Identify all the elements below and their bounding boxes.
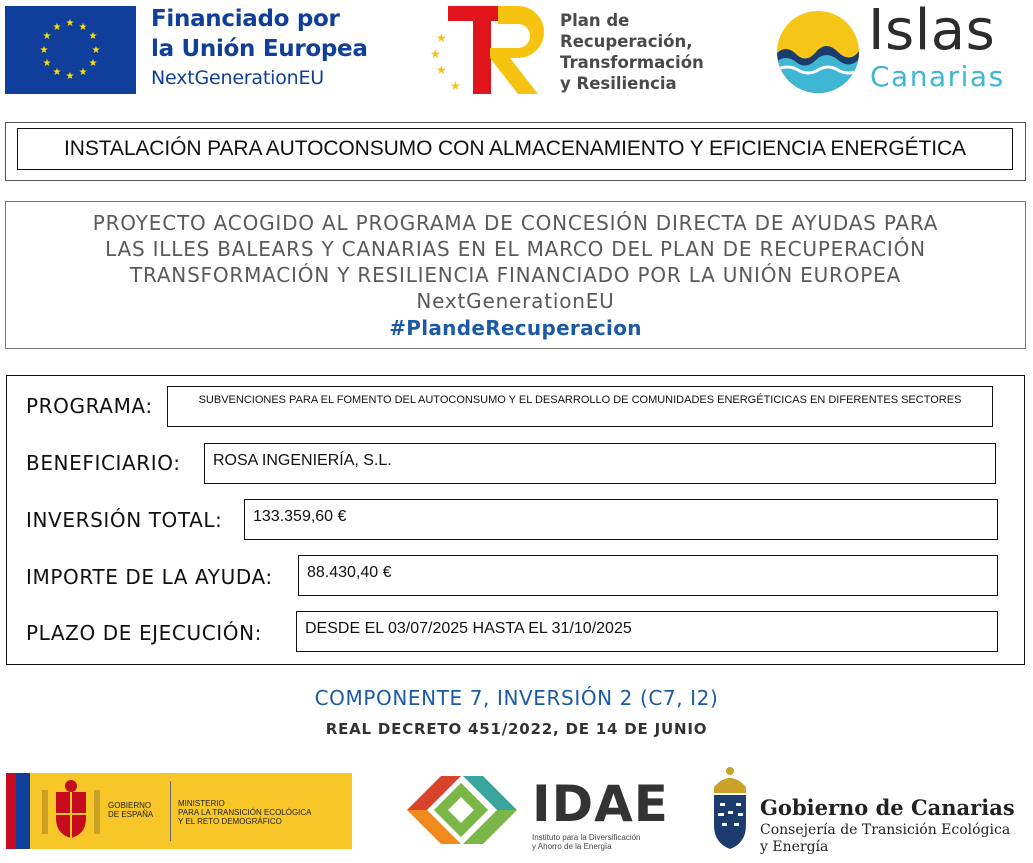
idae-sub-line1: Instituto para la Diversificación	[532, 833, 641, 842]
project-title: INSTALACIÓN PARA AUTOCONSUMO CON ALMACENAMIENTO Y EFICIENCIA ENERGÉTICA	[17, 128, 1013, 170]
plazo-ejecucion-value: DESDE EL 03/07/2025 HASTA EL 31/10/2025	[296, 611, 998, 652]
ministerio-line1: MINISTERIO	[178, 799, 225, 808]
gobierno-espana-text	[108, 801, 168, 819]
svg-text:★: ★	[436, 31, 447, 45]
recovery-plan-line4: y Resiliencia	[560, 74, 677, 93]
programa-label: PROGRAMA:	[26, 394, 153, 418]
ministerio-line3: Y EL RETO DEMOGRÁFICO	[178, 817, 282, 826]
recovery-plan-tr-icon	[428, 4, 548, 96]
project-line: LAS ILLES BALEARS Y CANARIAS EN EL MARCO DEL PLAN DE RECUPERACIÓN	[105, 237, 926, 261]
islas-canarias-logo	[776, 10, 860, 94]
svg-text:★: ★	[42, 58, 52, 69]
svg-text:★: ★	[430, 47, 441, 61]
idae-name: IDAE	[532, 775, 669, 833]
spain-flag-stripe	[6, 773, 16, 849]
svg-text:★: ★	[42, 31, 52, 42]
programa-value: SUBVENCIONES PARA EL FOMENTO DEL AUTOCONSUMO Y EL DESARROLLO DE COMUNIDADES ENERGÉTICICAS EN DIFERENTES SECTORES	[167, 386, 993, 427]
svg-text:★: ★	[91, 45, 101, 56]
idae-logo-mark-icon	[403, 768, 521, 854]
ministerio-line2: PARA LA TRANSICIÓN ECOLÓGICA	[178, 808, 312, 817]
project-hashtag: #PlandeRecuperacion	[389, 316, 642, 340]
recovery-plan-text	[560, 10, 740, 94]
royal-decree-reference: REAL DECRETO 451/2022, DE 14 DE JUNIO	[325, 720, 708, 738]
gobierno-line2: DE ESPAÑA	[108, 810, 154, 819]
inversion-total-label: INVERSIÓN TOTAL:	[26, 508, 223, 532]
svg-text:★: ★	[65, 18, 75, 29]
eu-flag-stripe	[16, 773, 30, 849]
svg-text:★: ★	[88, 58, 98, 69]
svg-text:★: ★	[78, 67, 88, 78]
project-line: NextGenerationEU	[416, 289, 615, 313]
eu-stars-icon	[5, 6, 136, 94]
gobierno-canarias-shield-icon	[708, 765, 753, 857]
gc-sub-line1: Consejería de Transición Ecológica	[760, 822, 1011, 838]
islas-text: Islas	[868, 0, 996, 63]
project-description	[5, 210, 1026, 314]
gc-sub-line2: y Energía	[760, 839, 829, 855]
svg-text:★: ★	[88, 31, 98, 42]
svg-text:★: ★	[450, 79, 461, 93]
importe-ayuda-value: 88.430,40 €	[298, 555, 998, 596]
eu-flag-logo	[5, 6, 136, 94]
recovery-plan-line3: Transformación	[560, 53, 704, 72]
project-line: PROYECTO ACOGIDO AL PROGRAMA DE CONCESIÓN DIRECTA DE AYUDAS PARA	[92, 211, 939, 235]
svg-text:★: ★	[52, 67, 62, 78]
eu-line1: Financiado por	[151, 6, 340, 32]
gobierno-canarias-subtitle	[760, 822, 1030, 856]
svg-text:★: ★	[436, 63, 447, 77]
svg-text:★: ★	[78, 22, 88, 33]
gobierno-divider	[170, 781, 171, 841]
ministerio-text	[178, 799, 348, 826]
eu-line3: NextGenerationEU	[151, 67, 324, 89]
islas-canarias-sun-sea-icon	[776, 10, 860, 94]
beneficiario-value: ROSA INGENIERÍA, S.L.	[204, 443, 996, 484]
project-line: TRANSFORMACIÓN Y RESILIENCIA FINANCIADO POR LA UNIÓN EUROPEA	[129, 263, 902, 287]
recovery-plan-line2: Recuperación,	[560, 32, 693, 51]
svg-text:★: ★	[52, 22, 62, 33]
gobierno-canarias-title: Gobierno de Canarias	[760, 795, 1015, 820]
recovery-plan-logo	[428, 4, 548, 96]
plazo-ejecucion-label: PLAZO DE EJECUCIÓN:	[26, 621, 263, 645]
component-reference: COMPONENTE 7, INVERSIÓN 2 (C7, I2)	[314, 686, 719, 710]
idae-subtitle	[532, 833, 672, 851]
svg-text:★: ★	[39, 45, 49, 56]
beneficiario-label: BENEFICIARIO:	[26, 451, 181, 475]
eu-funding-text	[151, 4, 391, 92]
inversion-total-value: 133.359,60 €	[244, 499, 998, 540]
canarias-text: Canarias	[870, 60, 1005, 93]
idae-sub-line2: y Ahorro de la Energía	[532, 842, 612, 851]
importe-ayuda-label: IMPORTE DE LA AYUDA:	[26, 565, 273, 589]
eu-line2: la Unión Europea	[151, 36, 368, 62]
svg-text:★: ★	[65, 71, 75, 82]
spain-coat-of-arms-icon	[38, 778, 104, 844]
gobierno-line1: GOBIERNO	[108, 801, 152, 810]
recovery-plan-line1: Plan de	[560, 11, 630, 30]
